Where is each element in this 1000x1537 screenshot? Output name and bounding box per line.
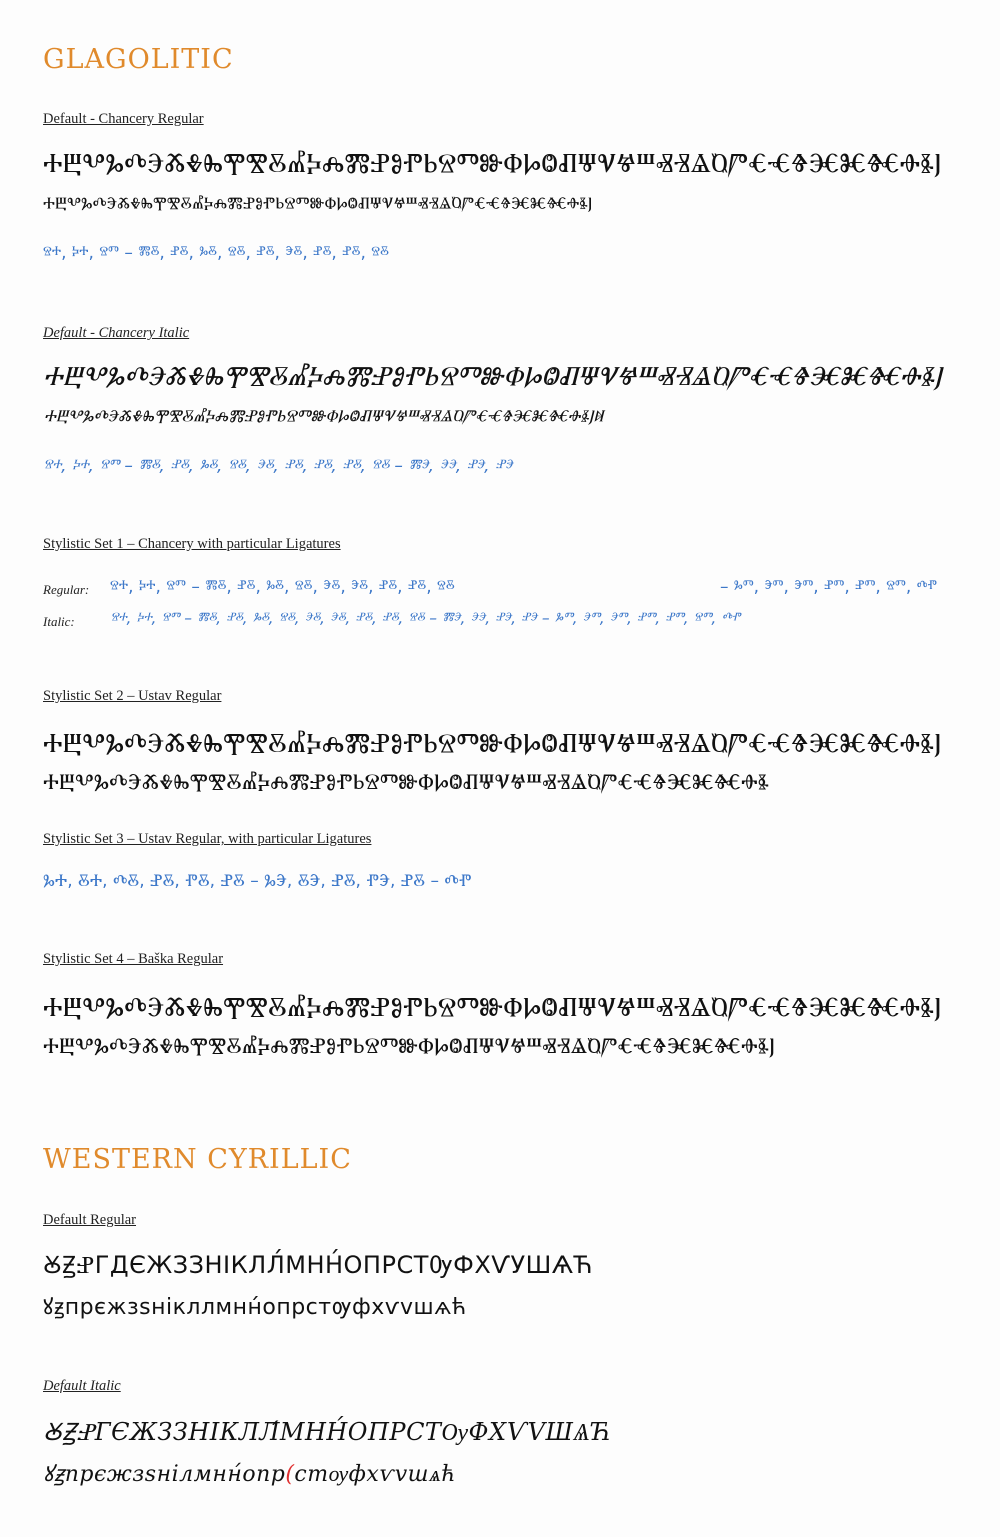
- label-stylistic-set-1: Stylistic Set 1 – Chancery with particular Ligatures: [43, 536, 341, 552]
- cyrillic-italic-red-glyph: (: [285, 1462, 295, 1487]
- chancery-regular-uppercase: ⰀⰁⰂⰃⰄⰅⰆⰇⰈⰉⰊⰋⰌⰍⰎⰏⰐⰑⰒⰓⰔⰕⰖⰗⰘⰙⰚⰛⰜⰝⰞⰟⰠⰡⰢⰣⰤⰥⰦⰧⰨⰩⰪⰫⰬ: [43, 148, 942, 179]
- label-cyrillic-regular: Default Regular: [43, 1212, 137, 1228]
- cyrillic-italic-uppercase-part-a: ꙊꙂⰐГЄЖЗЗНІКЛЛ́МНН́ОПР: [43, 1418, 407, 1446]
- set4-second-line: ⰀⰁⰂⰃⰄⰅⰆⰇⰈⰉⰊⰋⰌⰍⰎⰏⰐⰑⰒⰓⰔⰕⰖⰗⰘⰙⰚⰛⰜⰝⰞⰟⰠⰡⰢⰣⰤⰥⰦⰧⰨⰩⰪⰫⰬ: [43, 1034, 776, 1059]
- set1-regular-label: Regular:: [43, 582, 90, 597]
- set2-second-line: ⰀⰁⰂⰃⰄⰅⰆⰇⰈⰉⰊⰋⰌⰍⰎⰏⰐⰑⰒⰓⰔⰕⰖⰗⰘⰙⰚⰛⰜⰝⰞⰟⰠⰡⰢⰣⰤⰥⰦⰧⰨⰩⰪⰫ: [43, 770, 770, 795]
- cyrillic-regular-uppercase: ꙊꙂⰐГДЄЖЗЗНІКЛЛ́МНН́ОПРСТѸФХѴУШѦЋ: [43, 1251, 593, 1279]
- chancery-regular-ligatures: ⱄⰰ, ⰽⰰ, ⱄⱅ – ⰿⰻ, ⱀⰻ, ⰳⰻ, ⱄⰻ, ⱀⰻ, ⰵⰻ, ⱀⰻ, ⱀⰻ, ⱄⰻ: [43, 243, 389, 263]
- cyrillic-regular-lowercase: ꙋꙃпрєжзѕнікллмнн́опрстѹфхѵvшѧћ: [43, 1295, 467, 1320]
- cyrillic-italic-lowercase: [43, 1458, 456, 1488]
- set1-italic-label: Italic:: [43, 614, 75, 629]
- set3-ligatures: ⰃⰀ, ⰋⰀ, ⰄⰋ, ⰐⰋ, ⰒⰋ, ⰐⰋ – ⰃⰅ, ⰋⰅ, ⰐⰋ, ⰒⰅ, ⰐⰋ – ⰄⰒ: [43, 871, 472, 891]
- label-chancery-regular: Default - Chancery Regular: [43, 111, 204, 127]
- chancery-regular-lowercase: ⰰⰱⰲⰳⰴⰵⰶⰷⰸⰹⰺⰻⰼⰽⰾⰿⱀⱁⱂⱃⱄⱅⱆⱇⱈⱉⱊⱋⱌⱍⱎⱏⱐⱑⱒⱓⱔⱕⱖⱗⱘⱙⱚⱛⱜ: [43, 193, 593, 218]
- set1-regular-ligatures-extra: – ⰳⱅ, ⰵⱅ, ⰵⱅ, ⱀⱅ, ⱀⱅ, ⱄⱅ, ⰴⱂ: [720, 577, 938, 597]
- set1-regular-ligatures: ⱄⰰ, ⰽⰰ, ⱄⱅ – ⰿⰻ, ⱀⰻ, ⰳⰻ, ⱄⰻ, ⰵⰻ, ⰵⰻ, ⱀⰻ, ⱀⰻ, ⱄⰻ: [110, 577, 455, 597]
- label-stylistic-set-4: Stylistic Set 4 – Baška Regular: [43, 951, 224, 967]
- chancery-italic-uppercase: ⰀⰁⰂⰃⰄⰅⰆⰇⰈⰉⰊⰋⰌⰍⰎⰏⰐⰑⰒⰓⰔⰕⰖⰗⰘⰙⰚⰛⰜⰝⰞⰟⰠⰡⰢⰣⰤⰥⰦⰧⰨⰩⰪⰫⰬ: [43, 361, 942, 392]
- chancery-italic-ligatures: ⱄⰰ, ⰽⰰ, ⱄⱅ – ⰿⰻ, ⱀⰻ, ⰳⰻ, ⱄⰻ, ⰵⰻ, ⱀⰻ, ⱀⰻ, ⱀⰻ, ⱄⰻ – ⰿⰵ, ⰵⰵ, ⱀⰵ, ⱀⰵ: [43, 456, 513, 476]
- label-cyrillic-italic: Default Italic: [43, 1378, 121, 1394]
- label-stylistic-set-3: Stylistic Set 3 – Ustav Regular, with particular Ligatures: [43, 831, 372, 847]
- section-heading-western-cyrillic: WESTERN CYRILLIC: [43, 1144, 352, 1175]
- cyrillic-italic-lowercase-part-a: ꙋꙃпрєжзѕнілмнн́опр: [43, 1462, 286, 1487]
- section-heading-glagolitic: GLAGOLITIC: [43, 44, 234, 75]
- cyrillic-italic-lowercase-part-b: стѹфхѵvшѧћ: [294, 1462, 457, 1487]
- label-stylistic-set-2: Stylistic Set 2 – Ustav Regular: [43, 688, 222, 704]
- cyrillic-italic-uppercase-part-b: СТѸФХѴVШѦЋ: [406, 1418, 613, 1446]
- set4-uppercase: ⰀⰁⰂⰃⰄⰅⰆⰇⰈⰉⰊⰋⰌⰍⰎⰏⰐⰑⰒⰓⰔⰕⰖⰗⰘⰙⰚⰛⰜⰝⰞⰟⰠⰡⰢⰣⰤⰥⰦⰧⰨⰩⰪⰫⰬ: [43, 992, 942, 1023]
- chancery-italic-lowercase: ⰰⰱⰲⰳⰴⰵⰶⰷⰸⰹⰺⰻⰼⰽⰾⰿⱀⱁⱂⱃⱄⱅⱆⱇⱈⱉⱊⱋⱌⱍⱎⱏⱐⱑⱒⱓⱔⱕⱖⱗⱘⱙⱚⱛⱜⱝ: [43, 406, 603, 431]
- set1-italic-ligatures: ⱄⰰ, ⰽⰰ, ⱄⱅ – ⰿⰻ, ⱀⰻ, ⰳⰻ, ⱄⰻ, ⰵⰻ, ⰵⰻ, ⱀⰻ, ⱀⰻ, ⱄⰻ – ⰿⰵ, ⰵⰵ, ⱀⰵ, ⱀⰵ – ⰳⱅ, ⰵⱅ, ⰵⱅ, ⱀⱅ, ⱀⱅ, ⱄⱅ, ⰴⱂ: [110, 609, 740, 627]
- label-chancery-italic: Default - Chancery Italic: [43, 325, 190, 341]
- cyrillic-italic-uppercase: [43, 1415, 612, 1448]
- set2-uppercase: ⰀⰁⰂⰃⰄⰅⰆⰇⰈⰉⰊⰋⰌⰍⰎⰏⰐⰑⰒⰓⰔⰕⰖⰗⰘⰙⰚⰛⰜⰝⰞⰟⰠⰡⰢⰣⰤⰥⰦⰧⰨⰩⰪⰫⰬ: [43, 728, 942, 759]
